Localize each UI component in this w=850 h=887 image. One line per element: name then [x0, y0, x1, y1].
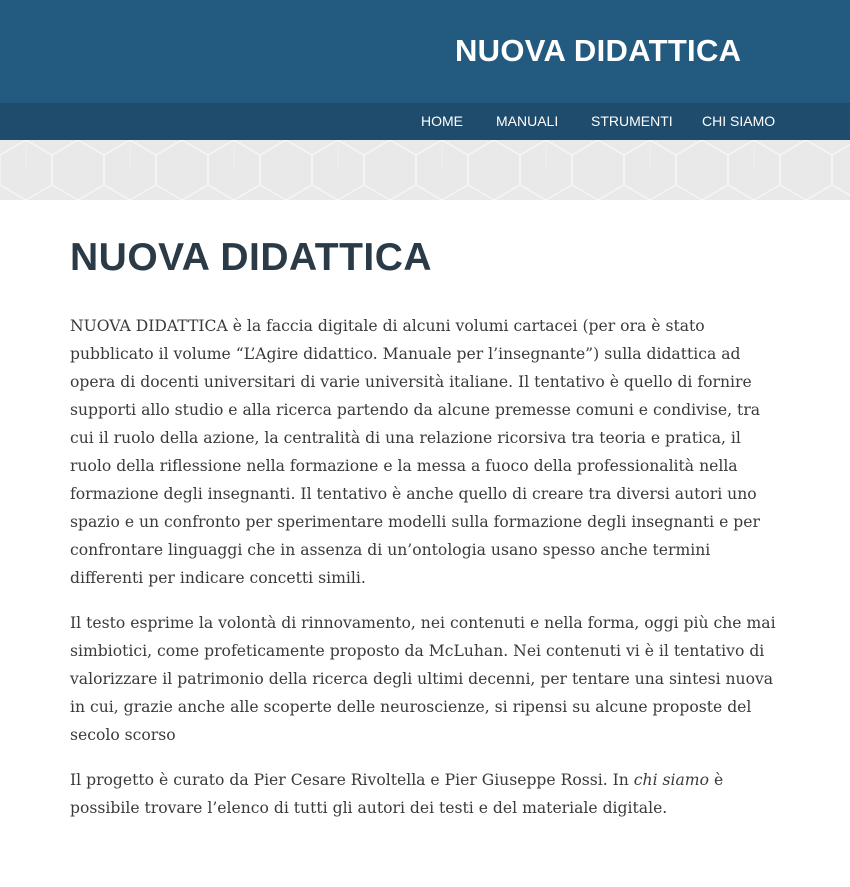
chi-siamo-link[interactable]: chi siamo	[633, 771, 709, 789]
main-content	[70, 312, 780, 839]
project-text-after: è possibile trovare l’elenco di tutti gli autori dei testi e del materiale digitale.	[70, 771, 724, 817]
project-paragraph	[70, 766, 780, 822]
nav-item-chi-siamo[interactable]: CHI SIAMO	[702, 113, 776, 129]
hexagon-pattern-icon	[0, 140, 850, 200]
project-text-before: Il progetto è curato da Pier Cesare Rivoltella e Pier Giuseppe Rossi. In	[70, 771, 634, 789]
header-banner-pattern	[0, 140, 850, 200]
nav-item-home[interactable]: HOME	[421, 113, 463, 129]
renewal-paragraph: Il testo esprime la volontà di rinnovamento, nei contenuti e nella forma, oggi più che mai simbiotici, come profeticamente proposto da McLuhan. Nei contenuti vi è il tentativo di valorizzare il patrimonio della ricerca degli ultimi decenni, per tentare una sintesi nuova in cui, grazie anche alle scoperte delle neuroscienze, si ripensi su alcune proposte del secolo scorso	[70, 614, 776, 744]
nav-item-manuali[interactable]: MANUALI	[496, 113, 559, 129]
nav-item-strumenti[interactable]: STRUMENTI	[591, 113, 673, 129]
main-navigation	[0, 103, 850, 140]
site-title[interactable]: NUOVA DIDATTICA	[455, 33, 742, 68]
page-title: NUOVA DIDATTICA	[70, 236, 433, 279]
site-header	[0, 0, 850, 103]
intro-paragraph: NUOVA DIDATTICA è la faccia digitale di alcuni volumi cartacei (per ora è stato pubblicato il volume “L’Agire didattico. Manuale per l’insegnante”) sulla didattica ad opera di docenti universitari di varie università italiane. Il tentativo è quello di fornire supporti allo studio e alla ricerca partendo da alcune premesse comuni e condivise, tra cui il ruolo della azione, la centralità di una relazione ricorsiva tra teoria e pratica, il ruolo della riflessione nella formazione e la messa a fuoco della professionalità nella formazione degli insegnanti. Il tentativo è anche quello di creare tra diversi autori uno spazio e un confronto per sperimentare modelli sulla formazione degli insegnanti e per confrontare linguaggi che in assenza di un’ontologia usano spesso anche termini differenti per indicare concetti simili.	[70, 317, 761, 587]
